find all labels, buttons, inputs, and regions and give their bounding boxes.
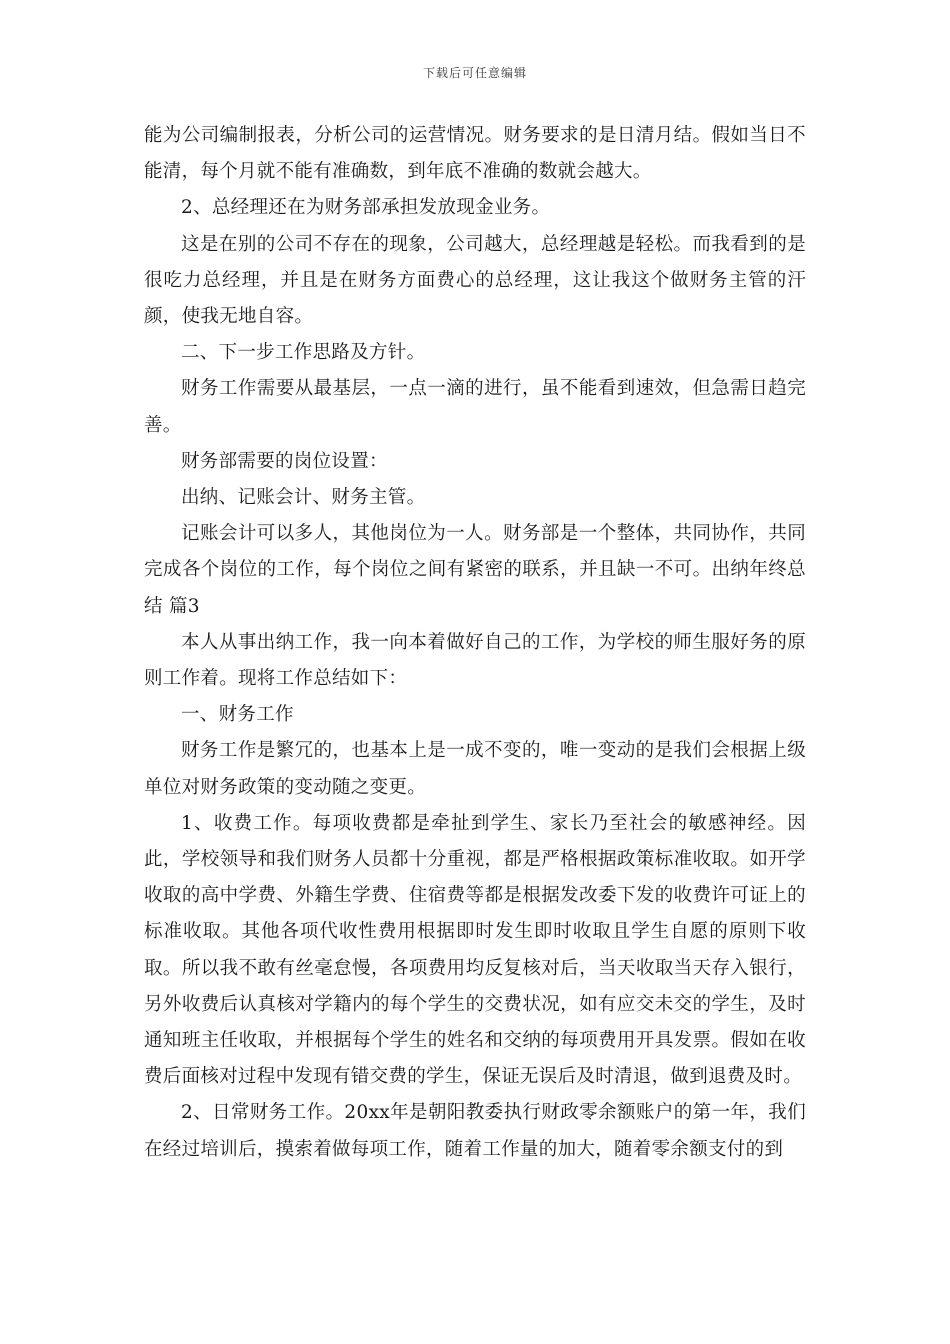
paragraph-2: 2、总经理还在为财务部承担发放现金业务。 [181,197,551,219]
paragraph-12: 1、收费工作。每项收费都是牵扯到学生、家长乃至社会的敏感神经。因此，学校领导和我们财务人员都十分重视，都是严格根据政策标准收取。如开学收取的高中学费、外籍生学费、住宿费等都是根据发改委下发的收费许可证上的标准收取。其他各项代收性费用根据即时发生即时收取且学生自愿的原则下收取。所以我不敢有丝毫怠慢，各项费用均反复核对后，当天收取当天存入银行，另外收费后认真核对学籍内的每个学生的交费状况，如有应交未交的学生，及时通知班主任收取，并根据每个学生的姓名和交纳的每项费用开具发票。假如在收费后面核对过程中发现有错交费的学生，保证无误后及时清退，做到退费及时。 [144,812,806,1088]
paragraph-3: 这是在别的公司不存在的现象，公司越大，总经理越是轻松。而我看到的是很吃力总经理，并且是在财务方面费心的总经理，这让我这个做财务主管的汗颜，使我无地自容。 [144,233,806,328]
paragraph-5: 财务工作需要从最基层，一点一滴的进行，虽不能看到速效，但急需日趋完善。 [144,378,806,436]
paragraph-13: 2、日常财务工作。20xx年是朝阳教委执行财政零余额账户的第一年，我们在经过培训后，摸索着做每项工作，随着工作量的加大，随着零余额支付的到 [144,1102,806,1160]
paragraph-6: 财务部需要的岗位设置： [181,450,388,472]
paragraph-7: 出纳、记账会计、财务主管。 [181,487,426,509]
paragraph-8: 记账会计可以多人，其他岗位为一人。财务部是一个整体，共同协作，共同完成各个岗位的工作，每个岗位之间有紧密的联系，并且缺一不可。出纳年终总结 篇3 [144,523,806,617]
document-body [144,118,806,1168]
paragraph-4: 二、下一步工作思路及方针。 [181,342,426,364]
paragraph-11: 财务工作是繁冗的，也基本上是一成不变的，唯一变动的是我们会根据上级单位对财务政策的变动随之变更。 [144,740,806,798]
paragraph-10: 一、财务工作 [181,704,294,726]
page-header: 下载后可任意编辑 [422,66,527,80]
paragraph-1: 能为公司编制报表，分析公司的运营情况。财务要求的是日清月结。假如当日不能清，每个月就不能有准确数，到年底不准确的数就会越大。 [144,125,806,183]
paragraph-9: 本人从事出纳工作，我一向本着做好自己的工作，为学校的师生服好务的原则工作着。现将工作总结如下： [144,631,806,690]
